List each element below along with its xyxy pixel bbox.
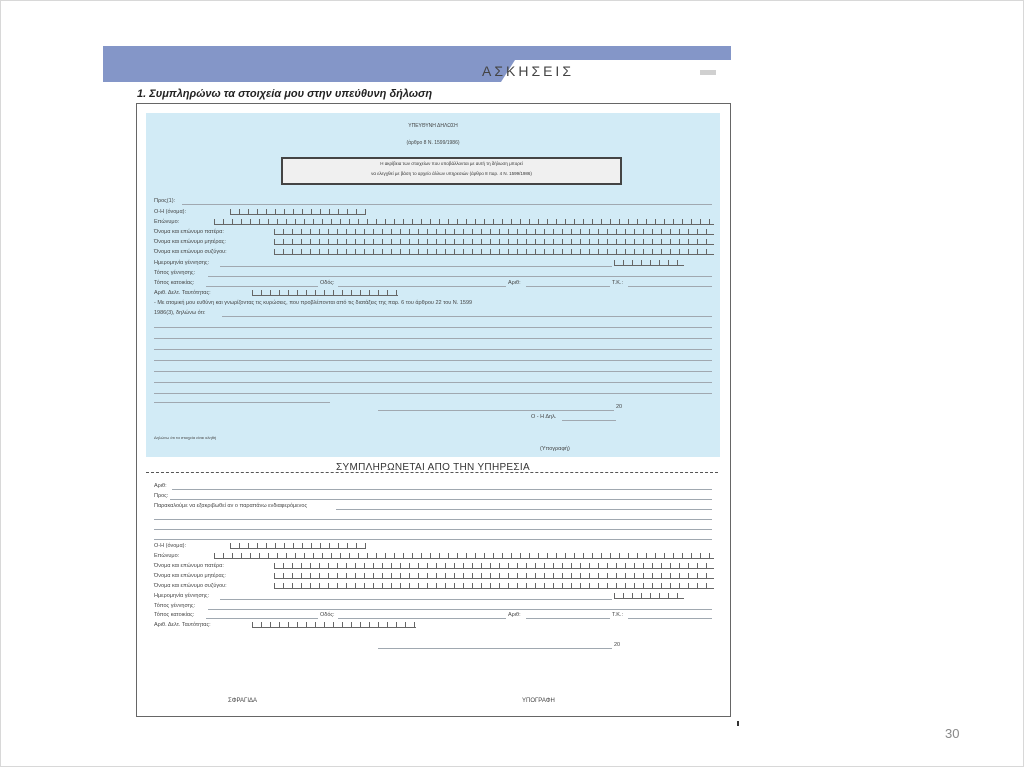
service-street-line[interactable] xyxy=(338,618,506,619)
statement-line[interactable] xyxy=(154,402,330,403)
service-request-text: Παρακαλούμε να εξακριβωθεί αν ο παραπάνω ενδιαφερόμενος xyxy=(154,503,308,509)
field-surname-label: Επώνυμο: xyxy=(154,219,180,225)
field-birthdate-boxes[interactable] xyxy=(614,260,684,266)
service-father-boxes[interactable] xyxy=(274,563,714,569)
field-street-label: Οδός: xyxy=(320,280,335,286)
service-number-label: Αριθ: xyxy=(154,483,167,489)
service-father-label: Όνομα και επώνυμο πατέρα: xyxy=(154,563,224,569)
field-postal-label: Τ.Κ.: xyxy=(612,280,624,286)
service-surname-label: Επώνυμο: xyxy=(154,553,180,559)
field-spouse-label: Όνομα και επώνυμο συζύγου: xyxy=(154,249,227,255)
statement-line[interactable] xyxy=(154,382,712,383)
note-line-2: να ελεγχθεί με βάση το αρχείο άλλων υπηρεσιών (άρθρο 8 παρ. 4 Ν. 1599/1986) xyxy=(371,171,532,176)
field-mother-boxes[interactable] xyxy=(274,239,714,245)
field-number-label: Αριθ: xyxy=(508,280,521,286)
service-spouse-label: Όνομα και επώνυμο συζύγου: xyxy=(154,583,227,589)
service-signature-label: ΥΠΟΓΡΑΦΗ xyxy=(522,698,555,704)
statement-line-2: 1986(3), δηλώνω ότι: xyxy=(154,310,206,316)
declaration-note xyxy=(281,157,622,185)
field-postal-line[interactable] xyxy=(628,286,712,287)
field-residence-line[interactable] xyxy=(206,286,318,287)
field-name-boxes[interactable] xyxy=(230,209,366,215)
service-postal-label: Τ.Κ.: xyxy=(612,612,624,618)
field-to-line[interactable] xyxy=(182,204,712,205)
declaration-signature-label: (Υπογραφή) xyxy=(540,446,570,452)
field-idcard-label: Αριθ. Δελτ. Ταυτότητας: xyxy=(154,290,211,296)
service-request-line[interactable] xyxy=(336,509,712,510)
service-residence-label: Τόπος κατοικίας: xyxy=(154,612,195,618)
service-birthdate-label: Ημερομηνία γέννησης: xyxy=(154,593,210,599)
service-spouse-boxes[interactable] xyxy=(274,583,714,589)
field-idcard-boxes[interactable] xyxy=(252,290,398,296)
service-date-line[interactable] xyxy=(378,648,612,649)
service-birthplace-label: Τόπος γέννησης: xyxy=(154,603,196,609)
field-surname-boxes[interactable] xyxy=(214,219,714,225)
declaration-title: ΥΠΕΥΘΥΝΗ ΔΗΛΩΣΗ xyxy=(408,123,458,129)
field-mother-label: Όνομα και επώνυμο μητέρας: xyxy=(154,239,226,245)
statement-line[interactable] xyxy=(154,371,712,372)
service-postal-line[interactable] xyxy=(628,618,712,619)
field-to-label: Προς(1): xyxy=(154,198,176,204)
service-idcard-boxes[interactable] xyxy=(252,622,416,628)
declaration-footnote: Δηλώνω ότι τα στοιχεία είναι αληθή xyxy=(154,435,217,440)
field-father-boxes[interactable] xyxy=(274,229,714,235)
field-birthplace-label: Τόπος γέννησης: xyxy=(154,270,196,276)
field-name-label: Ο-Η (όνομα): xyxy=(154,209,187,215)
declaration-subtitle: (άρθρο 8 Ν. 1599/1986) xyxy=(406,140,460,146)
service-date-suffix: 20 xyxy=(614,642,621,648)
statement-line[interactable] xyxy=(222,316,712,317)
service-section-title: ΣΥΜΠΛΗΡΩΝΕΤΑΙ ΑΠΟ ΤΗΝ ΥΠΗΡΕΣΙΑ xyxy=(336,462,530,473)
declarant-line[interactable] xyxy=(562,420,616,421)
page-number: 30 xyxy=(945,726,960,741)
field-birthdate-line xyxy=(220,266,612,267)
field-street-line[interactable] xyxy=(338,286,506,287)
decorative-mark xyxy=(737,721,739,726)
statement-line-1: - Με ατομική μου ευθύνη και γνωρίζοντας τις κυρώσεις, που προβλέπονται από τις διατάξεις της παρ. 6 του άρθρου 22 του Ν. 1599 xyxy=(154,300,473,306)
statement-line[interactable] xyxy=(154,349,712,350)
service-no-label: Αριθ: xyxy=(508,612,521,618)
service-surname-boxes[interactable] xyxy=(214,553,714,559)
service-no-line[interactable] xyxy=(526,618,610,619)
statement-line[interactable] xyxy=(154,327,712,328)
declarant-label: Ο - Η Δηλ. xyxy=(531,414,557,420)
service-to-label: Προς: xyxy=(154,493,169,499)
service-residence-line[interactable] xyxy=(206,618,318,619)
service-birthdate-line xyxy=(220,599,612,600)
note-line-1: Η ακρίβεια των στοιχείων που υποβάλλονται με αυτή τη δήλωση μπορεί xyxy=(380,161,523,166)
service-idcard-label: Αριθ. Δελτ. Ταυτότητας: xyxy=(154,622,211,628)
service-name-label: Ο-Η (όνομα): xyxy=(154,543,187,549)
field-birthplace-line[interactable] xyxy=(208,276,712,277)
service-to-line[interactable] xyxy=(170,499,712,500)
exercise-banner xyxy=(103,46,731,82)
declaration-date-line[interactable] xyxy=(378,410,614,411)
statement-line[interactable] xyxy=(154,393,712,394)
service-mother-label: Όνομα και επώνυμο μητέρας: xyxy=(154,573,226,579)
stamp-label: ΣΦΡΑΓΙΔΑ xyxy=(228,698,258,704)
service-name-boxes[interactable] xyxy=(230,543,366,549)
service-mother-boxes[interactable] xyxy=(274,573,714,579)
service-blank-line[interactable] xyxy=(154,519,712,520)
banner-title: ΑΣΚΗΣΕΙΣ xyxy=(482,63,574,79)
statement-line[interactable] xyxy=(154,360,712,361)
field-number-line[interactable] xyxy=(526,286,610,287)
declaration-date-suffix: 20 xyxy=(616,404,623,410)
statement-line[interactable] xyxy=(154,338,712,339)
service-birthdate-boxes[interactable] xyxy=(614,593,684,599)
section-separator xyxy=(146,472,718,473)
field-residence-label: Τόπος κατοικίας: xyxy=(154,280,195,286)
service-street-label: Οδός: xyxy=(320,612,335,618)
field-father-label: Όνομα και επώνυμο πατέρα: xyxy=(154,229,224,235)
service-blank-line[interactable] xyxy=(154,529,712,530)
banner-decoration xyxy=(700,70,716,75)
service-number-line[interactable] xyxy=(172,489,712,490)
field-spouse-boxes[interactable] xyxy=(274,249,714,255)
service-birthplace-line[interactable] xyxy=(208,609,712,610)
exercise-heading: 1. Συμπληρώνω τα στοιχεία μου στην υπεύθυνη δήλωση xyxy=(137,88,433,100)
field-birthdate-label: Ημερομηνία γέννησης: xyxy=(154,260,210,266)
service-blank-line[interactable] xyxy=(154,539,712,540)
